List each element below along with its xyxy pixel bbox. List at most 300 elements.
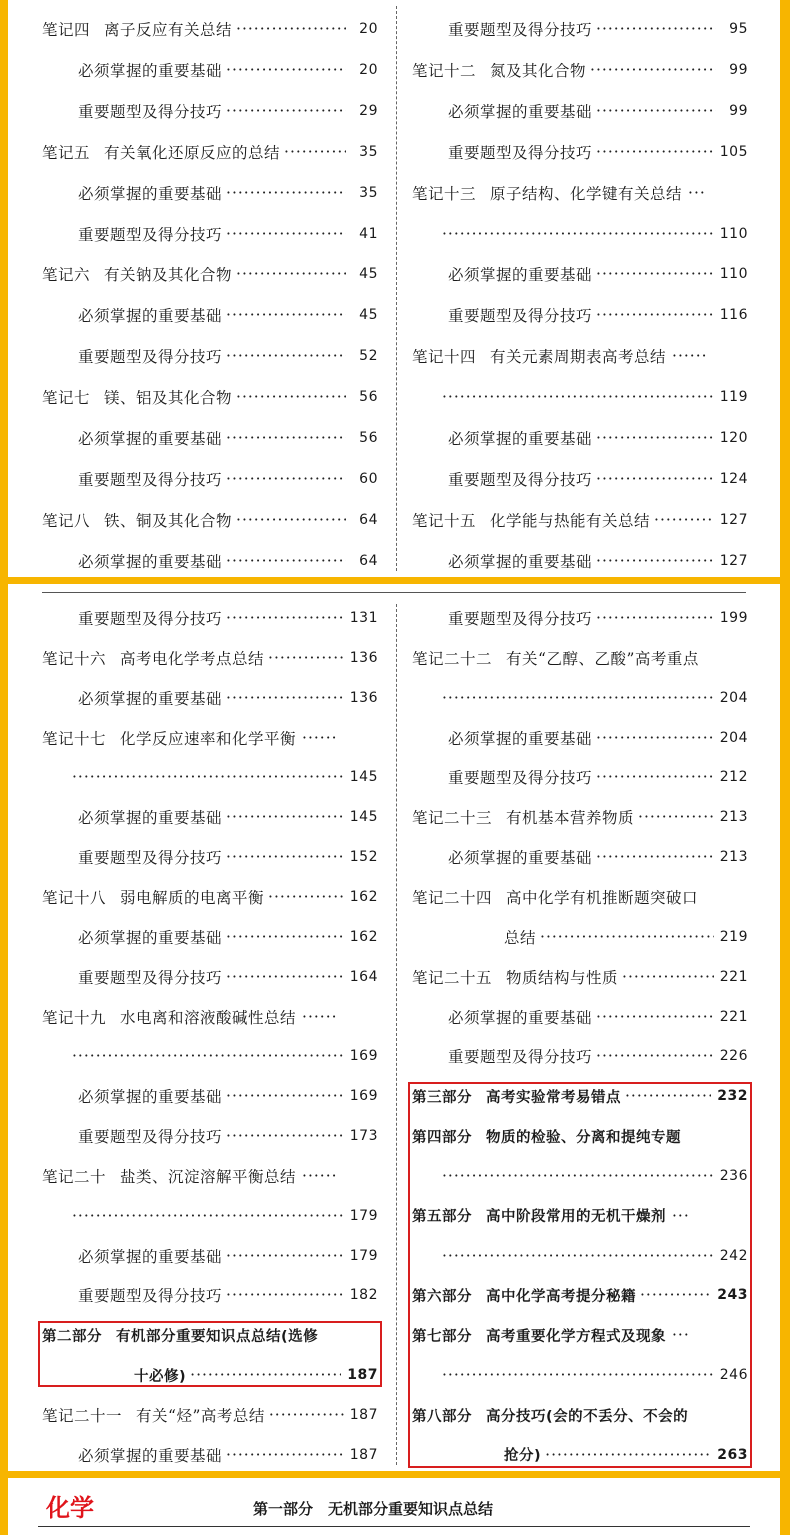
entry-number: 第五部分 [412, 1209, 472, 1226]
entry-number: 笔记十七 [42, 729, 107, 748]
entry-label [42, 386, 232, 408]
toc-column-left [42, 584, 378, 1471]
toc-entry[interactable] [42, 643, 378, 673]
entry-label [78, 846, 222, 868]
leader-dots [545, 1446, 711, 1464]
toc-entry[interactable] [412, 137, 748, 167]
page-number: 20 [359, 61, 378, 78]
entry-label [412, 1405, 688, 1426]
entry-title: 重要题型及得分技巧 [448, 769, 593, 788]
leader-dots [596, 1047, 714, 1065]
page-number: 179 [349, 1207, 378, 1224]
leader-dots [596, 609, 714, 627]
toc-entry[interactable] [42, 259, 378, 289]
page-number: 162 [349, 928, 378, 945]
page-number: 145 [349, 809, 378, 826]
leader-dots [596, 552, 714, 570]
entry-label [42, 263, 232, 285]
page-number: 169 [349, 1088, 378, 1105]
toc-entry[interactable] [42, 464, 378, 494]
entry-title: 有关“乙醇、乙酸”高考重点 [506, 649, 699, 668]
leader-dots [442, 225, 714, 243]
page-number: 236 [719, 1167, 748, 1184]
leader-dots [640, 1286, 711, 1304]
leader-dots [442, 1167, 714, 1185]
leader-dots [236, 20, 346, 38]
entry-title: 高考实验常考易错点 [486, 1089, 621, 1106]
toc-entry[interactable] [42, 962, 378, 992]
entry-label [78, 1284, 222, 1306]
page-number: 52 [359, 348, 378, 365]
entry-label [78, 427, 222, 449]
entry-title: 高中化学有机推断题突破口 [506, 888, 699, 907]
entry-title: 有机部分重要知识点总结(选修 [116, 1328, 319, 1345]
entry-title: 必须掌握的重要基础 [78, 552, 223, 571]
page-number: 213 [719, 849, 748, 866]
page-number: 29 [359, 102, 378, 119]
toc-entry[interactable] [42, 300, 378, 330]
toc-entry[interactable] [42, 1161, 378, 1191]
toc-entry[interactable] [412, 219, 748, 249]
entry-number: 笔记二十 [42, 1167, 107, 1186]
leader-dots [638, 808, 714, 826]
column-divider [396, 6, 397, 571]
entry-title: 铁、铜及其化合物 [104, 511, 233, 530]
leader-dots [226, 1446, 344, 1464]
toc-entry[interactable] [412, 643, 748, 673]
toc-entry[interactable] [412, 259, 748, 289]
leader-dots [442, 1366, 714, 1384]
entry-label [42, 886, 264, 908]
page-number: 221 [719, 1008, 748, 1025]
page-number: 136 [349, 689, 378, 706]
subject-label: 化学 [46, 1494, 94, 1522]
entry-label [42, 18, 232, 40]
entry-label [78, 182, 222, 204]
entry-label [42, 1165, 296, 1187]
leader-dots [226, 1247, 344, 1265]
entry-label [412, 1205, 666, 1226]
entry-label [78, 550, 222, 572]
leader-dots [596, 429, 714, 447]
page-number: 145 [349, 769, 378, 786]
page-number: 60 [359, 470, 378, 487]
toc-entry[interactable] [412, 300, 748, 330]
entry-title: 离子反应有关总结 [104, 21, 233, 39]
toc-entry[interactable] [42, 842, 378, 872]
entry-number: 笔记二十二 [412, 649, 493, 668]
entry-number: 笔记十九 [42, 1008, 107, 1027]
leader-dots [622, 968, 714, 986]
entry-label [448, 468, 592, 490]
toc-entry[interactable] [42, 683, 378, 713]
toc-entry[interactable] [42, 546, 378, 576]
toc-entry[interactable] [412, 762, 748, 792]
toc-entry[interactable] [412, 1041, 748, 1071]
toc-entry[interactable] [412, 1280, 748, 1310]
entry-title: 总结 [504, 928, 537, 947]
toc-entry[interactable] [412, 723, 748, 753]
toc-entry[interactable] [412, 603, 748, 633]
entry-title: 物质的检验、分离和提纯专题 [486, 1129, 681, 1146]
entry-title: 必须掌握的重要基础 [448, 430, 593, 448]
entry-label [78, 223, 222, 245]
page-number: 199 [719, 610, 748, 626]
entry-label [448, 1045, 592, 1067]
toc-entry[interactable] [42, 341, 378, 371]
entry-title: 必须掌握的重要基础 [78, 928, 223, 947]
entry-title: 重要题型及得分技巧 [448, 307, 593, 326]
page-number: 116 [719, 307, 748, 324]
leader-dots [442, 388, 714, 406]
toc-entry[interactable] [42, 1360, 378, 1390]
leader-dots [226, 306, 346, 324]
toc-entry[interactable] [42, 882, 378, 912]
entry-title: 必须掌握的重要基础 [78, 307, 223, 326]
toc-entry[interactable] [412, 1241, 748, 1271]
entry-label [412, 182, 682, 204]
toc-entry[interactable] [412, 341, 748, 371]
entry-label [504, 926, 536, 948]
page-number: 213 [719, 809, 748, 826]
toc-entry[interactable] [42, 178, 378, 208]
leader-dots [226, 1087, 344, 1105]
entry-title: 必须掌握的重要基础 [448, 1008, 593, 1027]
entry-label [78, 1125, 222, 1147]
entry-title: 必须掌握的重要基础 [78, 1088, 223, 1107]
leader-dots: ······ [302, 1166, 338, 1185]
page-number: 152 [349, 849, 378, 866]
toc-entry[interactable] [42, 1002, 378, 1032]
leader-dots [442, 1247, 714, 1265]
toc-column-left [42, 0, 378, 577]
entry-title: 高考电化学考点总结 [120, 649, 265, 668]
toc-entry[interactable] [42, 1400, 378, 1430]
leader-dots [596, 20, 716, 38]
toc-entry[interactable] [412, 14, 748, 44]
page-number: 187 [349, 1407, 378, 1423]
toc-entry[interactable] [42, 1241, 378, 1271]
leader-dots [596, 143, 714, 161]
entry-title: 高中阶段常用的无机干燥剂 [486, 1209, 666, 1226]
leader-dots: ······ [302, 728, 338, 747]
entry-title: 有机基本营养物质 [506, 809, 635, 828]
entry-label [78, 100, 222, 122]
entry-label [412, 647, 699, 669]
page-number: 212 [719, 769, 748, 786]
leader-dots [226, 347, 346, 365]
leader-dots [236, 388, 346, 406]
entry-title: 氮及其化合物 [490, 61, 587, 80]
entry-label [448, 304, 592, 326]
toc-entry[interactable] [42, 423, 378, 453]
leader-dots [226, 609, 344, 627]
toc-column-right [412, 584, 748, 1471]
page-number: 45 [359, 307, 378, 324]
entry-number: 笔记七 [42, 389, 91, 408]
toc-entry[interactable] [42, 723, 378, 753]
toc-entry[interactable] [412, 1161, 748, 1191]
page-number: 110 [719, 225, 748, 242]
entry-number: 第七部分 [412, 1328, 472, 1345]
leader-dots: ··· [672, 1326, 690, 1345]
page-number: 173 [349, 1128, 378, 1145]
page-number: 56 [359, 389, 378, 406]
entry-label [412, 966, 618, 988]
entry-number: 笔记十四 [412, 348, 477, 367]
entry-label [78, 607, 222, 629]
toc-entry[interactable] [412, 1201, 748, 1231]
entry-number: 第二部分 [42, 1328, 102, 1345]
entry-label [412, 1086, 621, 1107]
entry-title: 重要题型及得分技巧 [78, 610, 223, 628]
entry-label [504, 1444, 541, 1465]
entry-number: 笔记十三 [412, 184, 477, 203]
toc-entry[interactable] [412, 546, 748, 576]
leader-dots [226, 1286, 344, 1304]
entry-title: 必须掌握的重要基础 [78, 689, 223, 708]
entry-title: 重要题型及得分技巧 [78, 1128, 223, 1147]
toc-entry[interactable] [412, 882, 748, 912]
leader-dots [596, 102, 716, 120]
entry-label [448, 427, 592, 449]
leader-dots [226, 1127, 344, 1145]
entry-label [448, 18, 592, 40]
leader-dots [284, 143, 346, 161]
entry-label [78, 304, 222, 326]
leader-dots [72, 1047, 344, 1065]
page-number: 204 [719, 729, 748, 746]
toc-entry[interactable] [412, 505, 748, 535]
entry-label [78, 806, 222, 828]
entry-label [42, 509, 232, 531]
toc-entry[interactable] [412, 423, 748, 453]
entry-title: 镁、铝及其化合物 [104, 389, 233, 408]
page-number: 45 [359, 266, 378, 283]
entry-number: 笔记二十三 [412, 809, 493, 828]
entry-label [412, 806, 634, 828]
toc-entry[interactable] [412, 1320, 748, 1350]
page-number: 99 [729, 61, 748, 78]
page-number: 124 [719, 470, 748, 487]
page-number: 182 [349, 1287, 378, 1304]
leader-dots [226, 968, 344, 986]
page-number: 232 [717, 1088, 748, 1105]
page-number: 226 [719, 1048, 748, 1065]
entry-label [448, 550, 592, 572]
entry-label [448, 100, 592, 122]
toc-entry[interactable] [412, 464, 748, 494]
entry-title: 重要题型及得分技巧 [78, 225, 223, 244]
page-number: 35 [359, 184, 378, 201]
entry-title: 重要题型及得分技巧 [448, 470, 593, 489]
entry-title: 有关“烃”高考总结 [136, 1407, 265, 1425]
entry-title: 有关氧化还原反应的总结 [104, 143, 281, 162]
toc-entry[interactable] [42, 96, 378, 126]
leader-dots [590, 61, 716, 79]
toc-entry[interactable] [42, 1081, 378, 1111]
entry-title: 重要题型及得分技巧 [448, 21, 593, 39]
leader-dots [625, 1087, 711, 1105]
toc-entry[interactable] [412, 1440, 748, 1470]
toc-entry[interactable] [42, 1440, 378, 1470]
toc-entry[interactable] [42, 219, 378, 249]
entry-title: 重要题型及得分技巧 [78, 849, 223, 868]
toc-entry[interactable] [412, 962, 748, 992]
toc-entry[interactable] [412, 1360, 748, 1390]
leader-dots [190, 1366, 341, 1384]
leader-dots [226, 429, 346, 447]
toc-entry[interactable] [42, 14, 378, 44]
entry-title: 必须掌握的重要基础 [78, 1446, 223, 1465]
entry-number: 笔记十二 [412, 61, 477, 80]
entry-label [412, 1285, 636, 1306]
entry-number: 笔记六 [42, 266, 91, 285]
entry-number: 笔记二十四 [412, 888, 493, 907]
leader-dots [226, 225, 346, 243]
page-number: 127 [719, 511, 748, 528]
page-number: 242 [719, 1247, 748, 1264]
page-number: 64 [359, 511, 378, 528]
toc-page-middle [8, 584, 780, 1471]
entry-label [412, 1325, 666, 1346]
page-number: 187 [349, 1446, 378, 1463]
entry-number: 第三部分 [412, 1089, 472, 1106]
leader-dots [226, 928, 344, 946]
leader-dots [226, 689, 344, 707]
leader-dots [596, 470, 714, 488]
entry-label [42, 1006, 296, 1028]
header-rule [38, 1526, 750, 1527]
entry-label [412, 1126, 681, 1147]
entry-title: 必须掌握的重要基础 [448, 102, 593, 121]
entry-title: 必须掌握的重要基础 [78, 430, 223, 448]
leader-dots [596, 768, 714, 786]
toc-entry[interactable] [42, 505, 378, 535]
entry-title: 化学能与热能有关总结 [490, 511, 651, 530]
leader-dots [269, 1406, 344, 1424]
toc-entry[interactable] [42, 603, 378, 633]
toc-entry[interactable] [42, 762, 378, 792]
entry-label [448, 607, 592, 629]
entry-title: 有关元素周期表高考总结 [490, 348, 667, 367]
leader-dots [226, 61, 346, 79]
entry-title: 必须掌握的重要基础 [448, 849, 593, 868]
entry-title: 重要题型及得分技巧 [448, 610, 593, 628]
toc-entry[interactable] [42, 922, 378, 952]
leader-dots [442, 689, 714, 707]
leader-dots [72, 768, 344, 786]
page-number: 169 [349, 1048, 378, 1065]
toc-entry[interactable] [412, 683, 748, 713]
page-number: 164 [349, 968, 378, 985]
leader-dots [226, 808, 344, 826]
entry-title: 必须掌握的重要基础 [78, 1247, 223, 1266]
page-number: 105 [719, 143, 748, 160]
entry-label [448, 263, 592, 285]
entry-title: 必须掌握的重要基础 [448, 552, 593, 571]
leader-dots [596, 306, 714, 324]
leader-dots [268, 649, 344, 667]
entry-label [78, 1245, 222, 1267]
leader-dots [236, 265, 346, 283]
page-number: 263 [717, 1446, 748, 1463]
leader-dots [654, 511, 714, 529]
toc-entry[interactable] [412, 55, 748, 85]
page-number: 56 [359, 430, 378, 446]
toc-entry[interactable] [42, 1041, 378, 1071]
entry-label [42, 1325, 318, 1346]
entry-label [78, 59, 222, 81]
entry-title: 有关钠及其化合物 [104, 266, 233, 285]
entry-title: 必须掌握的重要基础 [448, 729, 593, 748]
toc-entry[interactable] [412, 1081, 748, 1111]
entry-label [78, 1085, 222, 1107]
toc-entry[interactable] [42, 55, 378, 85]
page-number: 20 [359, 21, 378, 37]
toc-entry[interactable] [412, 922, 748, 952]
toc-entry[interactable] [412, 1002, 748, 1032]
toc-entry[interactable] [42, 802, 378, 832]
toc-entry[interactable] [412, 178, 748, 208]
page-number: 120 [719, 430, 748, 446]
entry-title: 必须掌握的重要基础 [448, 266, 593, 285]
page-number: 64 [359, 552, 378, 569]
leader-dots [596, 729, 714, 747]
toc-entry[interactable] [42, 1121, 378, 1151]
entry-label [412, 345, 666, 367]
entry-title: 高中化学高考提分秘籍 [486, 1288, 636, 1305]
page-number: 35 [359, 143, 378, 160]
toc-entry[interactable] [412, 96, 748, 126]
page-number: 246 [719, 1367, 748, 1384]
page-number: 127 [719, 552, 748, 569]
leader-dots: ······ [672, 347, 708, 366]
leader-dots [540, 928, 714, 946]
toc-entry[interactable] [412, 382, 748, 412]
toc-entry[interactable] [42, 1201, 378, 1231]
entry-label [42, 727, 296, 749]
entry-number: 笔记十五 [412, 511, 477, 530]
toc-entry[interactable] [412, 1400, 748, 1430]
toc-entry[interactable] [42, 137, 378, 167]
entry-label [78, 345, 222, 367]
entry-label [78, 468, 222, 490]
page-number: 41 [359, 225, 378, 242]
entry-label [412, 59, 586, 81]
toc-entry[interactable] [412, 1121, 748, 1151]
entry-label [78, 966, 222, 988]
leader-dots [226, 552, 346, 570]
next-page-header [8, 1478, 780, 1535]
leader-dots: ··· [688, 183, 706, 202]
page-number: 162 [349, 888, 378, 905]
entry-label [448, 1006, 592, 1028]
toc-entry[interactable] [412, 802, 748, 832]
toc-page-top [8, 0, 780, 577]
toc-entry[interactable] [42, 382, 378, 412]
entry-title: 高分技巧(会的不丢分、不会的 [486, 1408, 689, 1425]
entry-number: 笔记二十一 [42, 1407, 123, 1425]
entry-title: 重要题型及得分技巧 [448, 1048, 593, 1067]
entry-label [134, 1365, 186, 1386]
entry-title: 化学反应速率和化学平衡 [120, 729, 297, 748]
page-number: 243 [717, 1287, 748, 1304]
toc-entry[interactable] [42, 1280, 378, 1310]
entry-title: 重要题型及得分技巧 [78, 470, 223, 489]
toc-entry[interactable] [42, 1320, 378, 1350]
toc-entry[interactable] [412, 842, 748, 872]
